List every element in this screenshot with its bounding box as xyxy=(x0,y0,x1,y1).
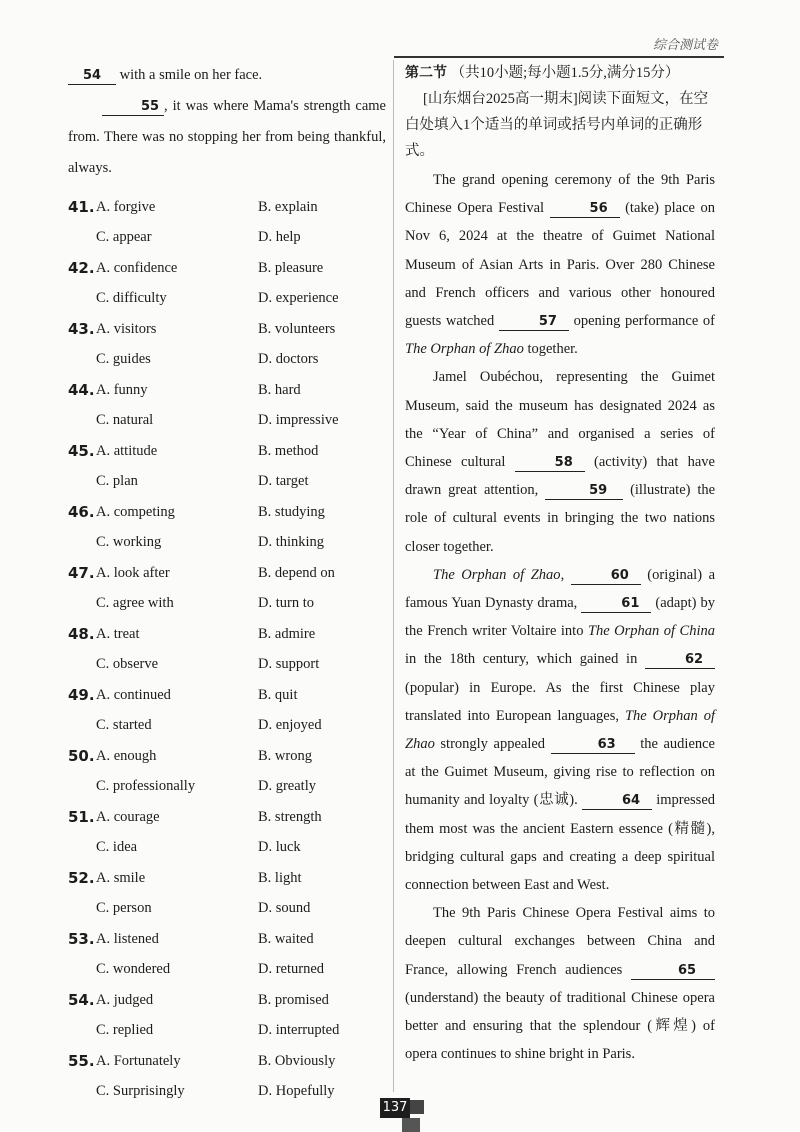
p3-text-3: (adapt) by the French writer Voltaire into xyxy=(405,595,716,640)
question-number: 51. xyxy=(68,808,95,827)
option-a-cell xyxy=(68,442,258,460)
option-c-cell xyxy=(68,534,258,551)
section-heading xyxy=(405,60,715,86)
option-d[interactable]: D. sound xyxy=(258,900,311,917)
option-a[interactable]: A. enough xyxy=(96,747,157,764)
question-row xyxy=(68,711,386,742)
question-row xyxy=(68,619,386,650)
page-number-decoration-2 xyxy=(402,1118,420,1132)
page-number: 137 xyxy=(380,1098,410,1118)
option-a[interactable]: A. confidence xyxy=(96,259,178,276)
option-c-cell xyxy=(68,1083,258,1100)
option-a[interactable]: A. treat xyxy=(96,625,140,642)
option-c-cell xyxy=(68,229,258,246)
p3-text-4: in the 18th century, which gained in xyxy=(405,651,638,668)
option-a-cell xyxy=(68,564,258,582)
p3-title-3: The Orphan of Zhao xyxy=(405,707,715,753)
option-c-cell xyxy=(68,778,258,795)
option-c[interactable]: C. replied xyxy=(96,1022,154,1039)
option-a-cell xyxy=(68,320,258,338)
option-a-cell xyxy=(68,930,258,948)
option-b[interactable]: B. waited xyxy=(258,930,314,947)
option-b[interactable]: B. strength xyxy=(258,808,322,825)
blank-62: 62 xyxy=(645,652,715,669)
option-c[interactable]: C. natural xyxy=(96,412,154,429)
section-instructions: [山东烟台2025高一期末]阅读下面短文，在空白处填入1个适当的单词或括号内单词的正确形式。 xyxy=(405,91,709,159)
option-a-cell xyxy=(68,625,258,643)
option-a-cell xyxy=(68,259,258,277)
question-number: 48. xyxy=(68,625,95,644)
section-title: 第二节 xyxy=(405,65,447,81)
question-row xyxy=(68,497,386,528)
question-row xyxy=(68,985,386,1016)
header-rule xyxy=(394,56,724,58)
question-number: 41. xyxy=(68,198,95,217)
option-d[interactable]: D. enjoyed xyxy=(258,717,322,734)
option-c-cell xyxy=(68,351,258,368)
intro-line-54 xyxy=(68,60,386,91)
option-b[interactable]: B. Obviously xyxy=(258,1052,336,1069)
passage-paragraph-1 xyxy=(405,166,715,363)
blank-63: 63 xyxy=(551,737,635,754)
answer-options xyxy=(68,192,386,1107)
option-a[interactable]: A. visitors xyxy=(96,320,157,337)
option-d[interactable]: D. target xyxy=(258,473,309,490)
question-row xyxy=(68,192,386,223)
option-a-cell xyxy=(68,747,258,765)
question-row xyxy=(68,589,386,620)
option-a-cell xyxy=(68,1052,258,1070)
option-c[interactable]: C. guides xyxy=(96,351,151,368)
question-row xyxy=(68,1077,386,1108)
p3-title-2: The Orphan of China xyxy=(587,623,715,640)
option-a[interactable]: A. listened xyxy=(96,930,159,947)
question-number: 55. xyxy=(68,1052,95,1071)
option-c[interactable]: C. appear xyxy=(96,229,152,246)
option-c[interactable]: C. plan xyxy=(96,473,138,490)
option-d[interactable]: D. Hopefully xyxy=(258,1083,335,1100)
blank-56: 56 xyxy=(550,201,620,218)
option-b[interactable]: B. light xyxy=(258,869,302,886)
passage-paragraph-4 xyxy=(405,899,715,1068)
option-d[interactable]: D. experience xyxy=(258,290,339,307)
passage-paragraph-3 xyxy=(405,561,715,899)
option-b[interactable]: B. pleasure xyxy=(258,259,324,276)
question-row xyxy=(68,223,386,254)
question-row xyxy=(68,558,386,589)
question-row xyxy=(68,406,386,437)
option-c-cell xyxy=(68,595,258,612)
question-row xyxy=(68,375,386,406)
question-row xyxy=(68,863,386,894)
question-row xyxy=(68,741,386,772)
option-a-cell xyxy=(68,381,258,399)
question-row xyxy=(68,772,386,803)
option-c-cell xyxy=(68,839,258,856)
blank-61: 61 xyxy=(581,596,651,613)
option-b[interactable]: B. admire xyxy=(258,625,316,642)
option-a[interactable]: A. funny xyxy=(96,381,148,398)
option-b[interactable]: B. quit xyxy=(258,686,298,703)
option-a[interactable]: A. courage xyxy=(96,808,160,825)
question-number: 42. xyxy=(68,259,95,278)
question-row xyxy=(68,894,386,925)
p1-text-4: together. xyxy=(527,341,578,358)
left-column xyxy=(68,60,386,1107)
p2-text-1: Jamel Oubéchou, representing the Guimet Museum, said the museum has designated 2024 as the “Year of China” and organised a series of Chinese cultural xyxy=(405,369,715,471)
option-a-cell xyxy=(68,198,258,216)
blank-54: 54 xyxy=(68,68,116,85)
question-number: 47. xyxy=(68,564,95,583)
option-c[interactable]: C. started xyxy=(96,717,152,734)
option-b[interactable]: B. promised xyxy=(258,991,329,1008)
page-number-decoration xyxy=(410,1100,424,1114)
intro-line-54-text: with a smile on her face. xyxy=(119,67,263,83)
option-a[interactable]: A. look after xyxy=(96,564,170,581)
question-row xyxy=(68,1046,386,1077)
option-d[interactable]: D. luck xyxy=(258,839,301,856)
question-number: 54. xyxy=(68,991,95,1010)
option-d[interactable]: D. greatly xyxy=(258,778,316,795)
option-b[interactable]: B. wrong xyxy=(258,747,312,764)
question-row xyxy=(68,650,386,681)
blank-64: 64 xyxy=(582,793,652,810)
p3-text-8: impressed them most was the ancient Eastern essence (精髓), bridging cultural gaps and creating a deep spiritual connection between East and West. xyxy=(405,792,716,894)
option-c-cell xyxy=(68,900,258,917)
question-number: 44. xyxy=(68,381,95,400)
option-b[interactable]: B. depend on xyxy=(258,564,335,581)
section-info: （共10小题;每小题1.5分,满分15分） xyxy=(450,65,680,81)
blank-55: 55 xyxy=(102,99,164,116)
option-c-cell xyxy=(68,1022,258,1039)
passage-ending xyxy=(68,60,386,184)
question-number: 43. xyxy=(68,320,95,339)
option-a-cell xyxy=(68,991,258,1009)
option-a[interactable]: A. attitude xyxy=(96,442,158,459)
option-c-cell xyxy=(68,717,258,734)
question-number: 53. xyxy=(68,930,95,949)
question-number: 50. xyxy=(68,747,95,766)
column-divider xyxy=(393,60,394,1092)
option-d[interactable]: D. help xyxy=(258,229,301,246)
option-c[interactable]: C. professionally xyxy=(96,778,196,795)
option-a[interactable]: A. competing xyxy=(96,503,175,520)
option-d[interactable]: D. support xyxy=(258,656,320,673)
question-row xyxy=(68,253,386,284)
p3-text-1: , xyxy=(560,566,565,583)
option-b[interactable]: B. explain xyxy=(258,198,318,215)
option-a[interactable]: A. continued xyxy=(96,686,171,703)
option-c-cell xyxy=(68,290,258,307)
option-d[interactable]: D. doctors xyxy=(258,351,319,368)
p2-text-3: (illustrate) the role of cultural events in bringing the two nations closer together. xyxy=(405,482,716,555)
cloze-passage xyxy=(405,166,715,1069)
option-a-cell xyxy=(68,808,258,826)
option-c[interactable]: C. difficulty xyxy=(96,290,167,307)
option-c-cell xyxy=(68,412,258,429)
option-c[interactable]: C. observe xyxy=(96,656,159,673)
blank-60: 60 xyxy=(571,568,641,585)
blank-65: 65 xyxy=(631,963,715,980)
p1-text-1: The grand opening ceremony of the 9th Paris Chinese Opera Festival xyxy=(405,172,715,217)
option-d[interactable]: D. turn to xyxy=(258,595,314,612)
question-row xyxy=(68,955,386,986)
option-c-cell xyxy=(68,656,258,673)
p2-text-2: (activity) that have drawn great attention, xyxy=(405,454,715,499)
blank-58: 58 xyxy=(515,455,585,472)
blank-57: 57 xyxy=(499,314,569,331)
question-row xyxy=(68,314,386,345)
header-label: 综合测试卷 xyxy=(652,38,718,53)
question-row xyxy=(68,802,386,833)
blank-59: 59 xyxy=(545,483,623,500)
p1-text-2: (take) place on Nov 6, 2024 at the theatre of Guimet National Museum of Asian Arts in Paris. Over 280 Chinese and French officers and various other honoured guests watched xyxy=(405,200,715,330)
p3-text-7: the audience at the Guimet Museum, giving rise to reflection on humanity and loyalty (忠诚). xyxy=(405,736,715,809)
question-row xyxy=(68,680,386,711)
option-d[interactable]: D. impressive xyxy=(258,412,339,429)
option-c-cell xyxy=(68,473,258,490)
p3-title-1: The Orphan of Zhao xyxy=(433,566,561,583)
p4-text-1: The 9th Paris Chinese Opera Festival aims to deepen cultural exchanges between China and France, allowing French audiences xyxy=(405,905,715,978)
right-column xyxy=(405,60,715,1069)
question-row xyxy=(68,1016,386,1047)
question-row xyxy=(68,924,386,955)
option-a-cell xyxy=(68,869,258,887)
question-number: 49. xyxy=(68,686,95,705)
option-c[interactable]: C. wondered xyxy=(96,961,171,978)
question-row xyxy=(68,467,386,498)
question-row xyxy=(68,436,386,467)
question-row xyxy=(68,345,386,376)
option-c-cell xyxy=(68,961,258,978)
option-c[interactable]: C. Surprisingly xyxy=(96,1083,185,1100)
option-a-cell xyxy=(68,503,258,521)
option-d[interactable]: D. thinking xyxy=(258,534,325,551)
p1-text-3: opening performance of xyxy=(573,313,716,330)
question-number: 46. xyxy=(68,503,95,522)
option-a[interactable]: A. Fortunately xyxy=(96,1052,181,1069)
option-b[interactable]: B. studying xyxy=(258,503,325,520)
option-a[interactable]: A. forgive xyxy=(96,198,156,215)
option-a-cell xyxy=(68,686,258,704)
p3-text-5: (popular) in Europe. As the first Chinese play translated into European languages, xyxy=(405,679,715,724)
option-c[interactable]: C. agree with xyxy=(96,595,174,612)
passage-paragraph-2 xyxy=(405,363,715,560)
option-a[interactable]: A. judged xyxy=(96,991,154,1008)
intro-para-55 xyxy=(68,91,386,184)
p4-text-2: (understand) the beauty of traditional Chinese opera better and ensuring that the splendour (辉煌) of opera continues to shine bright in Paris. xyxy=(405,989,715,1063)
option-b[interactable]: B. hard xyxy=(258,381,301,398)
option-b[interactable]: B. method xyxy=(258,442,319,459)
option-c[interactable]: C. idea xyxy=(96,839,138,856)
option-a[interactable]: A. smile xyxy=(96,869,146,886)
question-number: 52. xyxy=(68,869,95,888)
option-b[interactable]: B. volunteers xyxy=(258,320,336,337)
question-number: 45. xyxy=(68,442,95,461)
p3-text-6: strongly appealed xyxy=(440,736,546,753)
question-row xyxy=(68,528,386,559)
p1-title: The Orphan of Zhao xyxy=(405,341,524,358)
option-d[interactable]: D. returned xyxy=(258,961,325,978)
option-c[interactable]: C. working xyxy=(96,534,162,551)
option-c[interactable]: C. person xyxy=(96,900,152,917)
option-d[interactable]: D. interrupted xyxy=(258,1022,340,1039)
p3-text-2: (original) a famous Yuan Dynasty drama, xyxy=(405,566,716,612)
intro-para-55-text: , it was where Mama's strength came from. There was no stopping her from being thankful, always. xyxy=(68,98,386,176)
question-row xyxy=(68,284,386,315)
question-row xyxy=(68,833,386,864)
